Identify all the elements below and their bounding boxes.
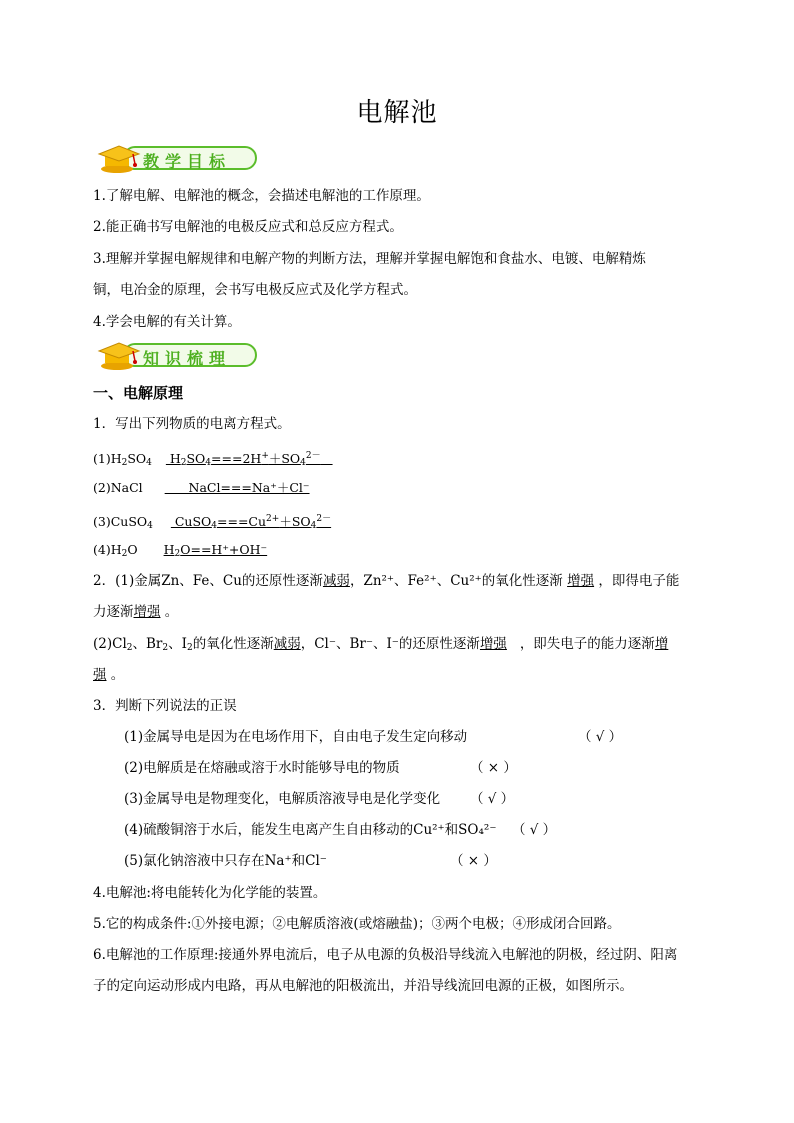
judgement-mark: （ × ） — [470, 760, 517, 776]
paragraph-5: 5.它的构成条件:①外接电源；②电解质溶液(或熔融盐)；③两个电极；④形成闭合回路。 — [93, 916, 621, 932]
page-title: 电解池 — [356, 98, 438, 128]
teaching-goals-banner — [97, 142, 259, 174]
goal-item: 3.理解并掌握电解规律和电解产物的判断方法，理解并掌握电解饱和食盐水、电镀、电解精炼 — [93, 251, 646, 267]
question-2-part-2-cont: 强 。 — [93, 667, 125, 683]
judgement-mark: （ × ） — [450, 853, 497, 869]
question-2-part-1-cont: 力逐渐增强 。 — [93, 604, 179, 620]
judgement-mark: （ √ ） — [470, 791, 515, 807]
goal-item: 4.学会电解的有关计算。 — [93, 314, 241, 330]
judgement-mark: （ √ ） — [578, 729, 623, 745]
equation-h2o: $(4)H_2O$ $H_2O==H^++OH^-$ — [93, 542, 268, 559]
section-heading: 一、电解原理 — [93, 384, 184, 402]
judgement-item: (1)金属导电是因为在电场作用下，自由电子发生定向移动 — [124, 729, 468, 745]
question-2-part-1: 2．(1)金属Zn、Fe、Cu的还原性逐渐减弱，Zn²⁺、Fe²⁺、Cu²⁺的氧化性逐渐 增强 ，即得电子能 — [93, 573, 680, 589]
question-1: 1．写出下列物质的电离方程式。 — [93, 416, 291, 432]
banner-pill — [123, 343, 257, 367]
paragraph-4: 4.电解池:将电能转化为化学能的装置。 — [93, 885, 327, 901]
equation-nacl: (2)NaCl NaCl===Na⁺＋Cl⁻ — [93, 480, 310, 495]
judgement-item: (4)硫酸铜溶于水后，能发生电离产生自由移动的Cu²⁺和SO₄²⁻ — [124, 822, 497, 838]
banner-label: 知识梳理 — [143, 349, 232, 368]
goal-item: 2.能正确书写电解池的电极反应式和总反应方程式。 — [93, 219, 403, 235]
banner-label: 教学目标 — [143, 152, 232, 171]
graduation-cap-icon — [97, 142, 141, 174]
banner-pill — [123, 146, 257, 170]
judgement-mark: （ √ ） — [512, 822, 557, 838]
question-2-part-2: $(2)Cl_2$、$Br_2$、$I_2$的氧化性逐渐减弱，Cl⁻、Br⁻、I⁻的还原性逐渐增强 ，即失电子的能力逐渐增 — [93, 636, 669, 653]
paragraph-6-cont: 子的定向运动形成内电路，再从电解池的阳极流出，并沿导线流回电源的正极，如图所示。 — [93, 978, 633, 994]
goal-item: 1.了解电解、电解池的概念，会描述电解池的工作原理。 — [93, 188, 430, 204]
judgement-item: (2)电解质是在熔融或溶于水时能够导电的物质 — [124, 760, 400, 776]
judgement-item: (3)金属导电是物理变化，电解质溶液导电是化学变化 — [124, 791, 441, 807]
paragraph-6: 6.电解池的工作原理:接通外界电流后，电子从电源的负极沿导线流入电解池的阴极，经过阴、阳离 — [93, 947, 678, 963]
knowledge-review-banner — [97, 339, 259, 371]
graduation-cap-icon — [97, 339, 141, 371]
goal-item: 铜，电冶金的原理，会书写电极反应式及化学方程式。 — [93, 282, 417, 298]
equation-h2so4: $(1)H_2SO_4$ $H_2SO_4===2H^++SO_4^{2-}$ — [93, 451, 321, 468]
question-3-title: 3．判断下列说法的正误 — [93, 698, 237, 714]
judgement-item: (5)氯化钠溶液中只存在Na⁺和Cl⁻ — [124, 853, 327, 869]
equation-cuso4: (3)CuSO$_4$ $CuSO_4===Cu^{2+}+SO_4^{2-}$ — [93, 514, 332, 531]
